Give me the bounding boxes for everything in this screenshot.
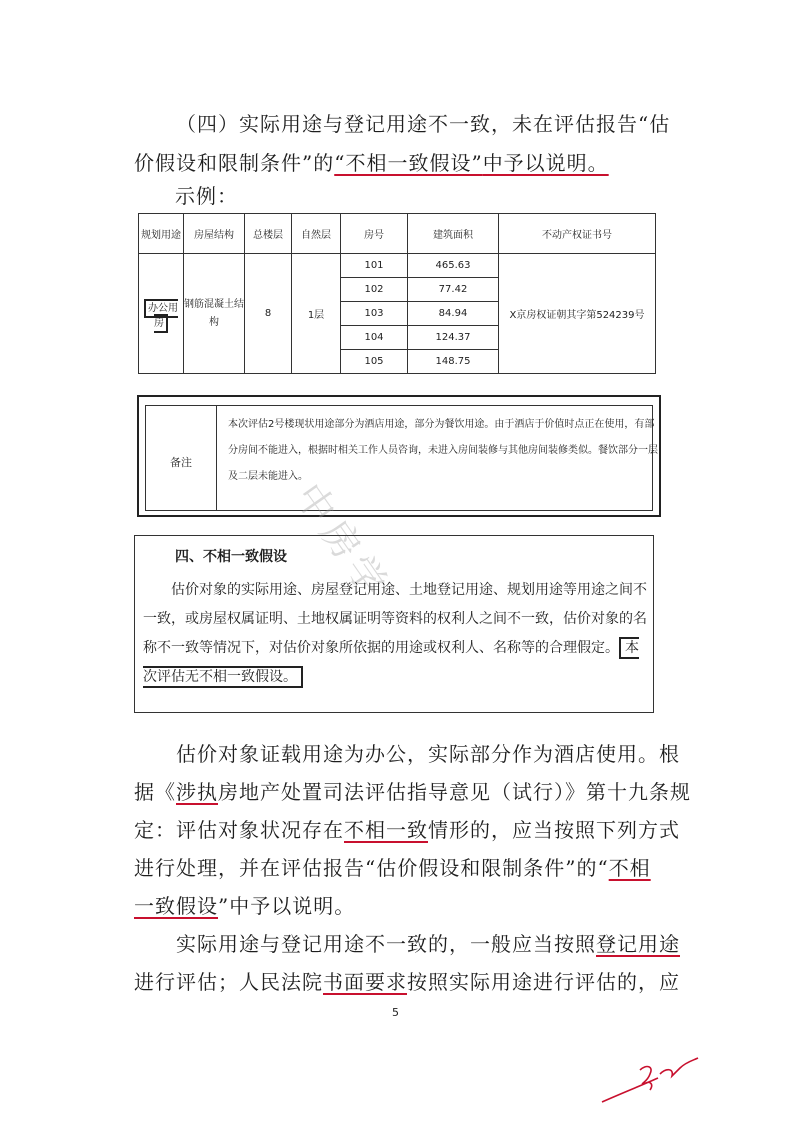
assumption-title: 四、不相一致假设 (175, 549, 287, 565)
note-text: 本次评估2号楼现状用途部分为酒店用途，部分为餐饮用途。由于酒店于价值时点正在使用，有部分房间不能进入，根据时相关工作人员咨询，未进入房间装修与其他房间装修类似。餐饮部分一层及二层未能进入。 (228, 419, 658, 482)
para3-line2 (134, 966, 680, 995)
para2-l2-b: 涉执 (176, 780, 218, 804)
para3-l1-b: 登记用途 (596, 932, 680, 956)
assumption-body (143, 576, 647, 692)
para2-l3-c: 情形的，应当按照下列方式 (428, 818, 680, 842)
note-box (137, 395, 661, 517)
cell-total-floors: 8 (245, 254, 292, 374)
cell-room: 104 (341, 326, 408, 350)
header-room: 房号 (341, 214, 408, 254)
example-label: 示例： (175, 184, 238, 208)
para2-l4-b: 不相 (608, 856, 651, 880)
handwritten-signature (600, 1050, 710, 1110)
para2-l3-b: 不相一致 (344, 818, 428, 842)
cell-area: 84.94 (408, 302, 499, 326)
cell-area: 124.37 (408, 326, 499, 350)
para2-line1: 估价对象证载用途为办公，实际部分作为酒店使用。根 (176, 742, 680, 766)
cell-room: 103 (341, 302, 408, 326)
para2-l3-a: 定：评估对象状况存在 (134, 818, 344, 842)
para3-l2-a: 进行评估；人民法院 (134, 970, 323, 994)
page-number: 5 (392, 1006, 399, 1019)
para2-line4 (134, 852, 651, 881)
property-table (138, 213, 656, 374)
para1-line2-b: “不相一致假设” (334, 151, 483, 175)
header-floor: 自然层 (292, 214, 341, 254)
para3-l2-b: 书面要求 (323, 970, 407, 994)
note-label: 备注 (170, 456, 192, 469)
cell-room: 101 (341, 254, 408, 278)
assumption-box (134, 535, 654, 713)
para1-line2-a: 价假设和限制条件”的 (134, 151, 335, 175)
cell-area: 148.75 (408, 350, 499, 374)
note-divider (216, 406, 217, 510)
cell-area: 465.63 (408, 254, 499, 278)
header-total-floors: 总楼层 (245, 214, 292, 254)
para2-line2 (134, 776, 691, 805)
para1-line1: （四）实际用途与登记用途不一致，未在评估报告“估 (176, 112, 671, 136)
para1-line2-c: 中予以说明。 (482, 151, 609, 175)
watermark: 中房学 (286, 475, 399, 609)
para2-line5 (134, 890, 355, 919)
cell-cert: X京房权证朝其字第524239号 (499, 254, 656, 374)
para2-l2-a: 据《 (134, 780, 176, 804)
para3-l1-a: 实际用途与登记用途不一致的，一般应当按照 (176, 932, 596, 956)
para2-l5-b: ”中予以说明。 (218, 894, 356, 918)
assumption-text: 估价对象的实际用途、房屋登记用途、土地登记用途、规划用途等用途之间不一致，或房屋权属证明、土地权属证明等资料的权利人之间不一致，估价对象的名称不一致等情况下，对估价对象所依据的用途或权利人、名称等的合理假定。 (143, 582, 647, 656)
para2-l4-a: 进行处理，并在评估报告“估价假设和限制条件”的“ (134, 856, 609, 880)
para2-line3 (134, 814, 680, 843)
header-usage: 规划用途 (139, 214, 184, 254)
header-area: 建筑面积 (408, 214, 499, 254)
para1-line2 (134, 147, 609, 176)
cell-room: 102 (341, 278, 408, 302)
header-structure: 房屋结构 (184, 214, 245, 254)
para3-line1 (176, 928, 680, 957)
para2-l2-c: 房地产处置司法评估指导意见（试行）》第十九条规 (218, 780, 691, 804)
cell-room: 105 (341, 350, 408, 374)
cell-area: 77.42 (408, 278, 499, 302)
usage-value: 办公用房 (144, 299, 178, 333)
para2-l5-a: 一致假设 (134, 894, 218, 918)
header-cert: 不动产权证书号 (499, 214, 656, 254)
cell-floor: 1层 (292, 254, 341, 374)
assumption-highlight: 本次评估无不相一致假设。 (143, 637, 639, 688)
para3-l2-c: 按照实际用途进行评估的，应 (407, 970, 680, 994)
cell-structure: 钢筋混凝土结构 (184, 254, 245, 374)
cell-usage (139, 254, 184, 374)
note-inner-frame (145, 405, 658, 511)
